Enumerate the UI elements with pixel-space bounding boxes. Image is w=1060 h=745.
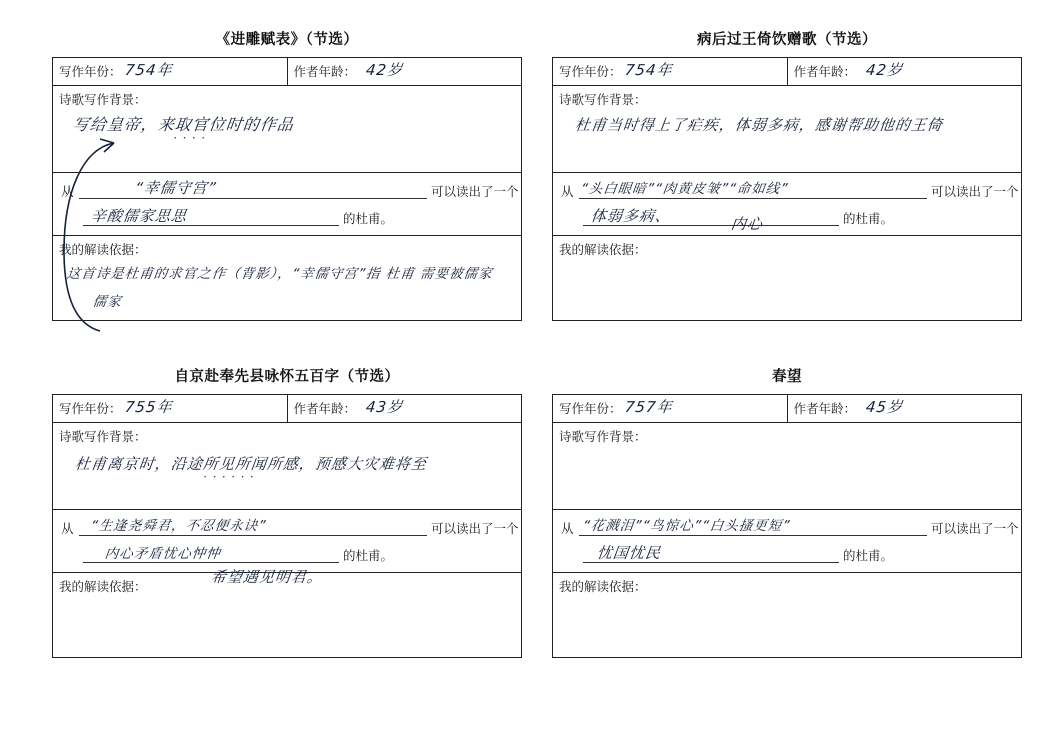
- year-value: 757年: [623, 398, 674, 416]
- basis-label: 我的解读依据：: [559, 580, 647, 594]
- background-label: 诗歌写作背景：: [559, 93, 647, 107]
- read-suffix: 的杜甫。: [343, 549, 394, 563]
- background-cell[interactable]: [553, 423, 1022, 510]
- background-label: 诗歌写作背景：: [559, 430, 647, 444]
- background-value: 杜甫离京时，沿途所见所闻所感，预感大灾难将至: [73, 455, 429, 473]
- read-prefix: 从: [561, 522, 574, 536]
- background-cell[interactable]: [53, 423, 522, 510]
- read-middle: 可以读出了一个: [931, 522, 1019, 536]
- year-value: 755年: [123, 398, 174, 416]
- card-title: 自京赴奉先县咏怀五百字（节选）: [174, 369, 400, 385]
- table-row: [53, 510, 522, 573]
- age-value: 42岁: [864, 61, 904, 79]
- reading-cell[interactable]: [53, 173, 522, 236]
- age-label: 作者年龄：: [793, 65, 857, 79]
- year-cell[interactable]: [553, 58, 788, 86]
- age-value: 42岁: [364, 61, 404, 79]
- emphasis-dots: ······: [203, 469, 259, 484]
- trait-value: 忧国忧民: [595, 544, 663, 562]
- background-value: 写给皇帝，来取官位时的作品: [71, 115, 296, 134]
- table-row: [553, 510, 1022, 573]
- trait-value: 体弱多病、: [589, 207, 673, 225]
- read-prefix: 从: [61, 185, 74, 199]
- reading-cell[interactable]: [553, 173, 1022, 236]
- card-title: 《进雕赋表》（节选）: [215, 32, 359, 48]
- read-suffix: 的杜甫。: [843, 549, 894, 563]
- age-cell[interactable]: [287, 58, 522, 86]
- table-row: [553, 395, 1022, 423]
- table-row: [553, 173, 1022, 236]
- reading-cell[interactable]: [553, 510, 1022, 573]
- age-cell[interactable]: [787, 58, 1022, 86]
- read-middle: 可以读出了一个: [931, 185, 1019, 199]
- year-label: 写作年份：: [59, 65, 122, 79]
- basis-cell[interactable]: [53, 236, 522, 321]
- year-cell[interactable]: [553, 395, 788, 423]
- year-value: 754年: [623, 61, 674, 79]
- basis-value: 这首诗是杜甫的求官之作（背影），“幸儒守宫”指 杜甫 需要被儒家: [65, 266, 494, 282]
- year-cell[interactable]: [53, 58, 288, 86]
- background-label: 诗歌写作背景：: [59, 430, 147, 444]
- year-label: 写作年份：: [559, 65, 622, 79]
- table-row: [53, 573, 522, 658]
- table-row: [553, 58, 1022, 86]
- quote-value: “花溅泪”“鸟惊心”“白头搔更短”: [581, 518, 792, 534]
- basis-label: 我的解读依据：: [559, 243, 647, 257]
- quote-value: “生逢尧舜君，不忍便永诀”: [89, 518, 268, 534]
- card-jindiaofubiao: [52, 28, 522, 321]
- year-cell[interactable]: [53, 395, 288, 423]
- card-chunwang: [552, 365, 1022, 658]
- quote-value: “头白眼暗”“肉黄皮皱”“命如线”: [579, 181, 790, 197]
- table-row: [53, 173, 522, 236]
- read-prefix: 从: [561, 185, 574, 199]
- background-cell[interactable]: [53, 86, 522, 173]
- card-binghouguowangyiyinzengge: [552, 28, 1022, 321]
- basis-cell[interactable]: [553, 573, 1022, 658]
- worksheet-table: [552, 394, 1022, 658]
- background-cell[interactable]: [553, 86, 1022, 173]
- table-row: [53, 395, 522, 423]
- table-row: [553, 236, 1022, 321]
- quote-blank-rule: [579, 535, 927, 536]
- age-cell[interactable]: [287, 395, 522, 423]
- age-label: 作者年龄：: [293, 402, 357, 416]
- trait-value: 辛酸儒家思思: [89, 207, 189, 225]
- read-middle: 可以读出了一个: [431, 185, 519, 199]
- background-value: 杜甫当时得上了疟疾，体弱多病，感谢帮助他的王倚: [573, 116, 945, 134]
- worksheet-table: [52, 57, 522, 321]
- card-title: 病后过王倚饮赠歌（节选）: [697, 32, 877, 48]
- quote-blank-rule: [79, 535, 427, 536]
- table-row: [53, 58, 522, 86]
- table-row: [53, 423, 522, 510]
- trait-value: 内心矛盾忧心忡忡: [103, 546, 222, 562]
- basis-value-cont: 儒家: [91, 294, 123, 310]
- read-prefix: 从: [61, 522, 74, 536]
- read-middle: 可以读出了一个: [431, 522, 519, 536]
- trait-value-secondary: 希望遇见明君。: [209, 568, 325, 586]
- table-row: [53, 236, 522, 321]
- trait-blank-rule: [83, 562, 339, 563]
- card-title: 春望: [772, 369, 802, 385]
- year-value: 754年: [123, 61, 174, 79]
- basis-cell[interactable]: [53, 573, 522, 658]
- table-row: [553, 573, 1022, 658]
- age-cell[interactable]: [787, 395, 1022, 423]
- age-label: 作者年龄：: [793, 402, 857, 416]
- reading-cell[interactable]: [53, 510, 522, 586]
- quote-value: “幸儒守宫”: [133, 179, 218, 197]
- quote-blank-rule: [579, 198, 927, 199]
- worksheet-table: [52, 394, 522, 658]
- trait-value-secondary: 内心: [729, 215, 765, 233]
- table-row: [53, 86, 522, 173]
- card-zijingfufengxianxian: [52, 365, 522, 658]
- read-suffix: 的杜甫。: [843, 212, 894, 226]
- read-suffix: 的杜甫。: [343, 212, 394, 226]
- age-value: 43岁: [364, 398, 404, 416]
- age-value: 45岁: [864, 398, 904, 416]
- background-label: 诗歌写作背景：: [59, 93, 147, 107]
- table-row: [553, 423, 1022, 510]
- worksheet-table: [552, 57, 1022, 321]
- basis-label: 我的解读依据：: [59, 580, 147, 594]
- table-row: [553, 86, 1022, 173]
- year-label: 写作年份：: [559, 402, 622, 416]
- basis-label: 我的解读依据：: [59, 243, 147, 257]
- quote-blank-rule: [79, 198, 427, 199]
- age-label: 作者年龄：: [293, 65, 357, 79]
- basis-cell[interactable]: [553, 236, 1022, 321]
- year-label: 写作年份：: [59, 402, 122, 416]
- emphasis-dots: ····: [173, 130, 211, 145]
